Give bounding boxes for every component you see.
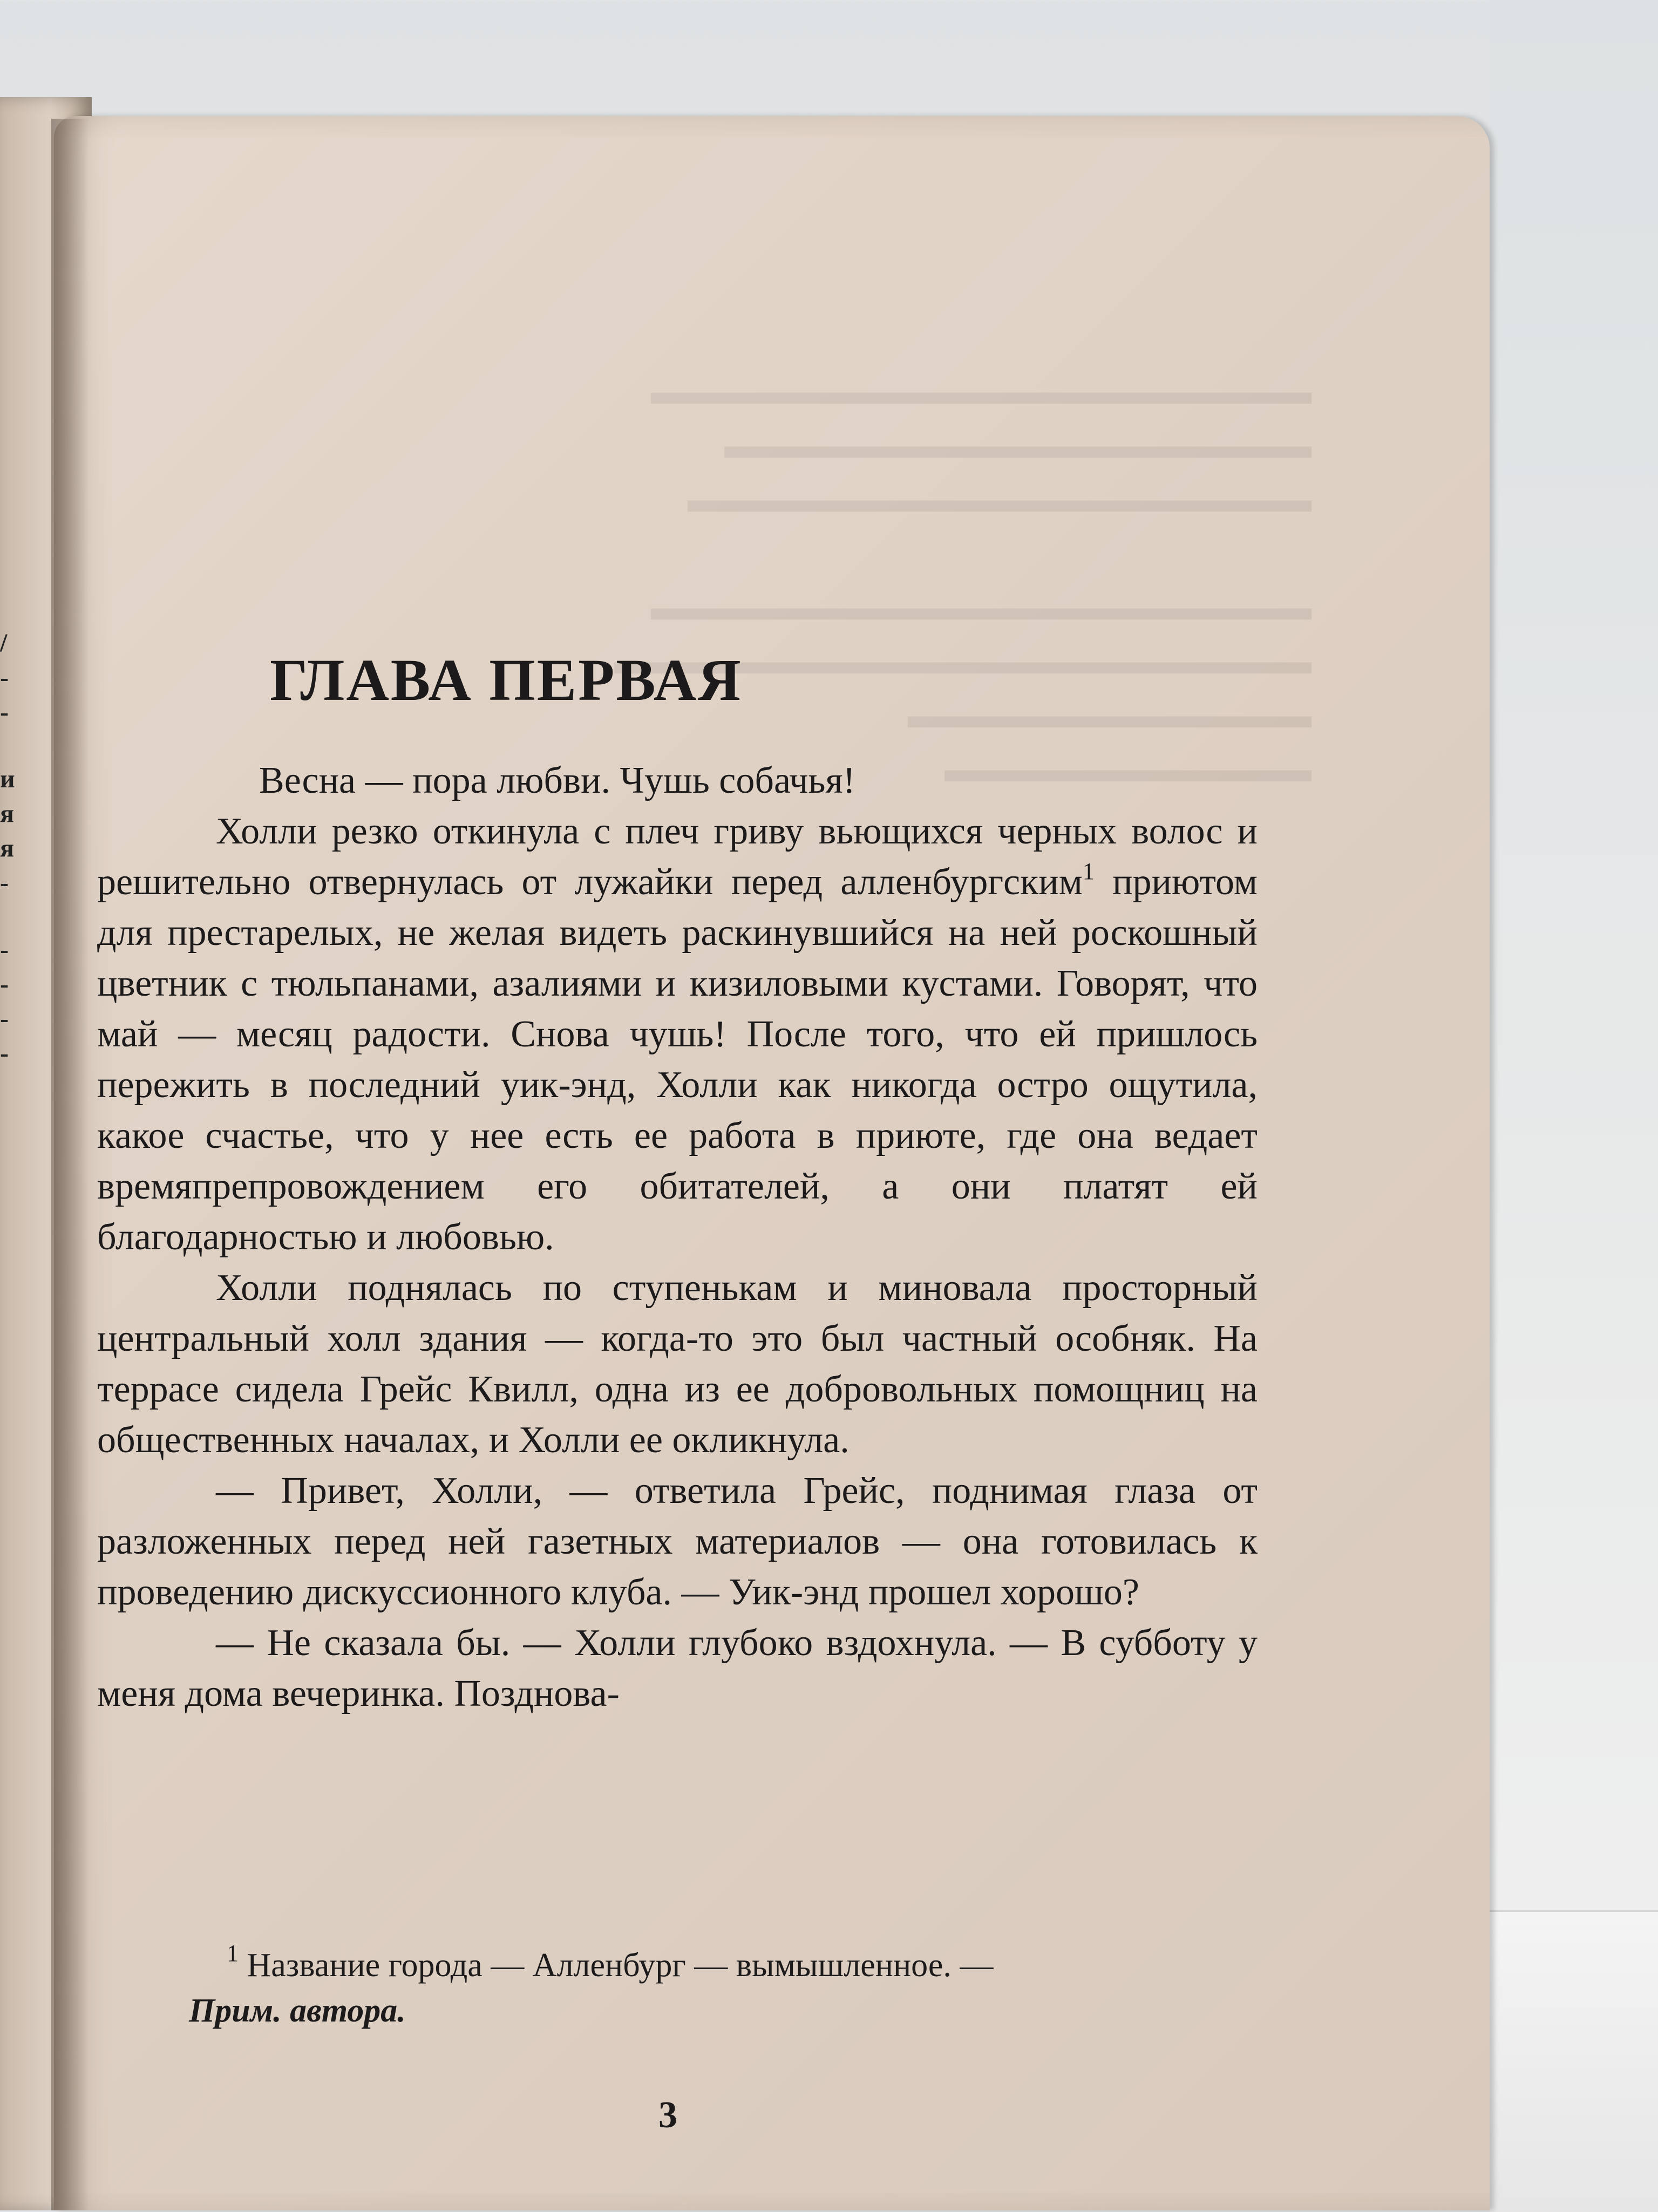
footnote-number: 1 [227,1940,239,1966]
footnote-marker: 1 [1082,858,1095,884]
left-mark: - [0,970,9,998]
paragraph-text: приютом для престарелых, не желая видеть раскинувшийся на ней роскошный цветник с тюльпанами, азалиями и кизиловыми кустами. Говорят, что май — месяц радости. Снова чушь! После того, что ей пришлось пережить в последний уик-энд, Холли как никогда остро ощутила, какое счастье, что у нее есть ее работа в приюте, где она ведает времяпрепровождением его обитателей, а они платят ей благодарностью и любовью. [97,861,1258,1258]
footnote-text [97,1940,1258,1988]
background-surface [1490,0,1658,2210]
page-gutter-shadow [51,119,89,2210]
background-ledge [1490,1910,1658,2212]
footnote [97,1940,1258,2033]
footnote-body: Название города — Алленбург — вымышленное. — [247,1947,994,1984]
left-mark: - [0,868,9,897]
left-page-text-fragments [0,626,16,1071]
chapter-title: ГЛАВА ПЕРВАЯ [270,647,743,713]
left-mark: - [0,663,9,692]
paragraph: Холли поднялась по ступенькам и миновала просторный центральный холл здания — когда-то это был частный особняк. На террасе сидела Грейс Квилл, одна из ее добровольных помощниц на общественных началах, и Холли ее окликнула. [97,1267,1258,1461]
paragraph: — Привет, Холли, — ответила Грейс, поднимая глаза от разложенных перед ней газетных материалов — она готовилась к проведению дискуссионного клуба. — Уик-энд прошел хорошо? [97,1470,1258,1613]
left-mark: - [0,698,9,726]
page-number: 3 [658,2094,677,2136]
reverse-side-show-through: ▬▬▬▬▬▬▬▬▬▬▬▬▬▬▬▬▬▬ ▬▬▬▬▬▬▬▬▬▬▬▬▬▬▬▬ ▬▬▬▬▬▬▬▬▬▬▬▬▬▬▬▬▬ ▬▬▬▬▬▬▬▬▬▬▬▬▬▬▬▬▬▬ ▬▬▬▬▬▬▬▬▬▬▬▬▬▬▬▬▬▬▬ ▬▬▬▬▬▬▬▬▬▬▬ ▬▬▬▬▬▬▬▬▬▬ [614,371,1312,789]
paragraph: Весна — пора любви. Чушь собачья! [259,760,855,801]
paragraph [97,806,1258,1263]
footnote-note: Прим. автора. [189,1992,406,2029]
left-mark: - [0,935,9,964]
left-mark: и [0,765,15,793]
page-body [97,648,1258,1719]
left-mark: / [0,629,8,657]
left-mark: - [0,1039,9,1067]
paragraph: — Не сказала бы. — Холли глубоко вздохнула. — В субботу у меня дома вечеринка. Позднова- [97,1622,1258,1714]
paragraph-text: Холли резко откинула с плеч гриву вьющихся черных волос и решительно отвернулась от лужайки перед алленбургским [97,811,1258,903]
left-mark: я [0,834,14,862]
left-mark: я [0,799,14,828]
left-mark: - [0,1004,9,1033]
